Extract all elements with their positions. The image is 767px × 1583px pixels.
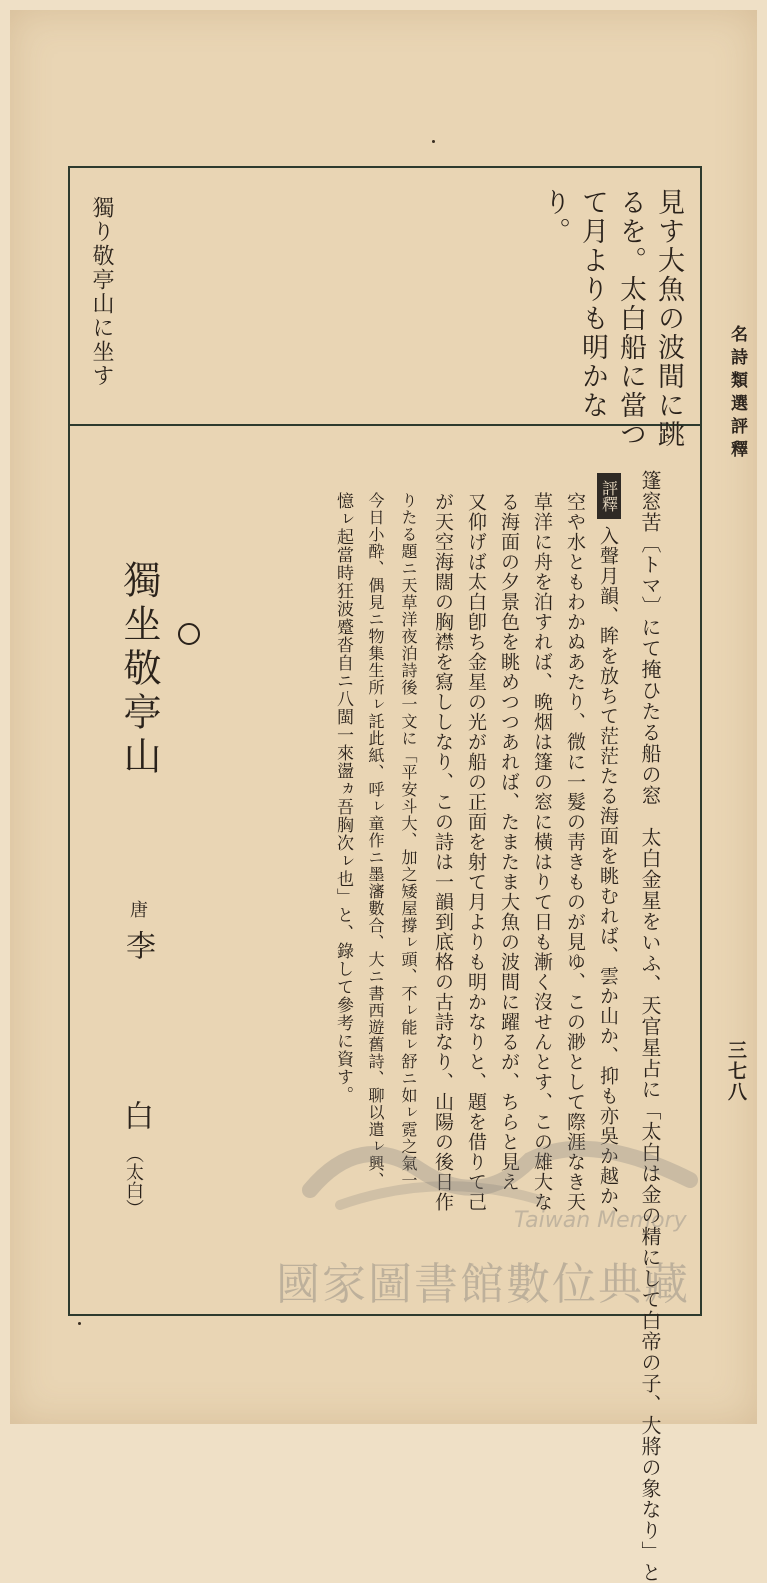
verse-line: るを。太白船に當つ [615,188,646,449]
paper-speck [432,140,435,143]
running-title: 名詩類選評釋 [727,325,747,463]
commentary-line: 空や水ともわかぬあたり、微に一髮の靑きものが見ゆ、この渺として際涯なき天 [564,492,586,1212]
poem-dynasty: 唐 [127,900,148,918]
watermark-english: Taiwan Memory [514,1208,687,1233]
commentary-badge: 評釋 [597,473,621,519]
commentary-line: 草洋に舟を泊すれば、晩烟は篷の窓に橫はりて日も漸く沒せんとす、この雄大な [531,492,553,1212]
verse-line: 見す大魚の波間に跳 [653,188,684,449]
commentary-line: 今日小酔、偶見ニ物集生所ㇾ託此紙、呼ㇾ童作ニ墨瀋數合、大ニ書西遊舊詩、聊以遣ㇾ興、 [366,492,385,1189]
commentary-line: りたる題ニ天草洋夜泊詩後一文に「平安斗大、加之矮屋撐ㇾ頭、不ㇾ能ㇾ舒ニ如ㇾ霓之氣一 [399,492,418,1189]
library-watermark-logo [300,1110,700,1220]
section-marker-circle [178,623,200,645]
page-number: 三七八 [725,1040,747,1103]
commentary-line: 憶ㇾ起當時狂波蹙沓自ニ八閩一來盪ヵ吾胸次ㇾ也」と、錄して參考に資す。 [333,492,353,1104]
section-divider [68,424,702,426]
verse-line: て月よりも明かな [577,188,608,420]
poem-author-surname: 李 [120,930,155,960]
poem-author-note: （太白） [123,1145,144,1217]
commentary-line: 篷窓苦〔トマ〕にて掩ひたる船の窓 太白金星をいふ、天官星占に「太白は金の精にして白帝の子、大將の象なり」と [638,470,662,1583]
commentary-line: る海面の夕景色を眺めつつあれば、たまたま大魚の波間に躍るが、ちらと見え [498,492,520,1192]
paper-speck [78,1322,81,1325]
watermark-text: 國家圖書館數位典藏 [276,1259,690,1310]
commentary-line: 入聲月韻、眸を放ちて茫茫たる海面を眺むれば、雲か山か、抑も亦吳か越か、 [597,526,619,1226]
verse-line: り。 [539,188,570,246]
commentary-line: が天空海闊の胸襟を寫ししなり、この詩は一韻到底格の古詩なり、山陽の後日作 [432,492,454,1212]
next-poem-heading: 獨り敬亭山に坐す [89,196,114,388]
poem-author-given: 白 [118,1100,153,1130]
commentary-line: 又仰げば太白卽ち金星の光が船の正面を射て月よりも明かなりと、題を借りて己 [465,492,487,1212]
poem-title: 獨坐敬亭山 [117,560,161,780]
